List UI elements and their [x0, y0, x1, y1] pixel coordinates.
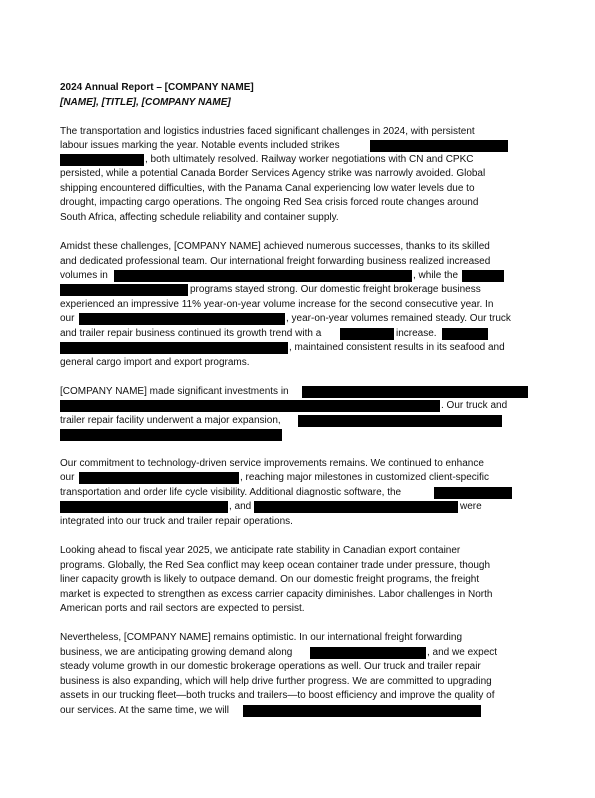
p2-line-3a: volumes in: [60, 270, 108, 281]
redaction-block: [462, 270, 504, 282]
p5-line-2: programs. Globally, the Red Sea conflict may keep ocean container trade under pressure, though: [60, 560, 491, 571]
redaction-block: [434, 487, 512, 499]
redaction-block: [243, 705, 481, 717]
p6-line-4: business is also expanding, which will help drive further progress. We are committed to upgrading: [60, 676, 492, 687]
p6-line-2b: , and we expect: [427, 647, 498, 658]
p2-line-1: Amidst these challenges, [COMPANY NAME] achieved numerous successes, thanks to its skilled: [60, 241, 490, 252]
redaction-block: [340, 328, 394, 340]
p1-line-1: The transportation and logistics industries faced significant challenges in 2024, with persistent: [60, 126, 475, 137]
p4-line-1: Our commitment to technology-driven service improvements remains. We continued to enhance: [60, 458, 484, 469]
p3-line-3: trailer repair facility underwent a major expansion,: [60, 415, 281, 426]
p3-line-1: [COMPANY NAME] made significant investments in: [60, 386, 289, 397]
p2-line-7a: and trailer repair business continued its growth trend with a: [60, 328, 322, 339]
p1-line-3: , both ultimately resolved. Railway worker negotiations with CN and CPKC: [145, 154, 474, 165]
p5-line-5: American ports and rail sectors are expected to persist.: [60, 603, 305, 614]
redaction-block: [302, 386, 528, 398]
p5-line-3: liner capacity growth is likely to outpace demand. On our domestic freight programs, the freight: [60, 574, 480, 585]
p1-line-5: shipping encountered difficulties, with the Panama Canal experiencing low water levels due to: [60, 183, 475, 194]
p6-line-6: our services. At the same time, we will: [60, 705, 229, 716]
redaction-block: [114, 270, 412, 282]
p1-line-2: labour issues marking the year. Notable events included strikes: [60, 140, 340, 151]
p2-line-9: general cargo import and export programs.: [60, 357, 250, 368]
p4-line-5: integrated into our truck and trailer repair operations.: [60, 516, 293, 527]
p5-line-1: Looking ahead to fiscal year 2025, we anticipate rate stability in Canadian export container: [60, 545, 461, 556]
p6-line-2a: business, we are anticipating growing demand along: [60, 647, 293, 658]
p4-line-2b: , reaching major milestones in customized client-specific: [240, 472, 489, 483]
p1-line-6: drought, impacting cargo operations. The ongoing Red Sea crisis forced route changes around: [60, 197, 479, 208]
p2-line-8: , maintained consistent results in its seafood and: [289, 342, 505, 353]
p3-line-2: . Our truck and: [441, 400, 508, 411]
redaction-block: [60, 284, 188, 296]
report-title: 2024 Annual Report – [COMPANY NAME]: [60, 82, 254, 93]
redaction-block: [60, 400, 440, 412]
redaction-block: [60, 501, 228, 513]
p2-line-2: and dedicated professional team. Our international freight forwarding business realized increased: [60, 256, 491, 267]
p2-line-4: programs stayed strong. Our domestic freight brokerage business: [190, 284, 481, 295]
redaction-block: [298, 415, 502, 427]
redaction-block: [370, 140, 508, 152]
report-byline: [NAME], [TITLE], [COMPANY NAME]: [60, 97, 231, 108]
p5-line-4: market is expected to strengthen as excess carrier capacity diminishes. Labor challenges in North: [60, 589, 493, 600]
redaction-block: [60, 429, 282, 441]
redaction-block: [60, 342, 288, 354]
p2-line-6a: our: [60, 313, 75, 324]
p4-line-4a: , and: [229, 501, 252, 512]
p4-line-2a: our: [60, 472, 75, 483]
redaction-block: [79, 472, 239, 484]
p6-line-5: assets in our trucking fleet—both trucks and trailers—to boost efficiency and improve the quality of: [60, 690, 495, 701]
p2-line-5: experienced an impressive 11% year-on-year volume increase for the second consecutive year. In: [60, 299, 494, 310]
p6-line-1: Nevertheless, [COMPANY NAME] remains optimistic. In our international freight forwarding: [60, 632, 463, 643]
redaction-block: [310, 647, 426, 659]
p4-line-4b: were: [460, 501, 482, 512]
p2-line-3b: , while the: [413, 270, 459, 281]
p4-line-3: transportation and order life cycle visibility. Additional diagnostic software, the: [60, 487, 402, 498]
p2-line-6b: , year-on-year volumes remained steady. Our truck: [286, 313, 511, 324]
p2-line-7b: increase.: [396, 328, 437, 339]
redaction-block: [79, 313, 285, 325]
p1-line-7: South Africa, affecting schedule reliability and container supply.: [60, 212, 339, 223]
p1-line-4: persisted, while a potential Canada Border Services Agency strike was narrowly avoided. Global: [60, 168, 486, 179]
p6-line-3: steady volume growth in our domestic brokerage operations as well. Our truck and trailer repair: [60, 661, 481, 672]
redaction-block: [60, 154, 144, 166]
redaction-block: [442, 328, 488, 340]
redaction-block: [254, 501, 458, 513]
